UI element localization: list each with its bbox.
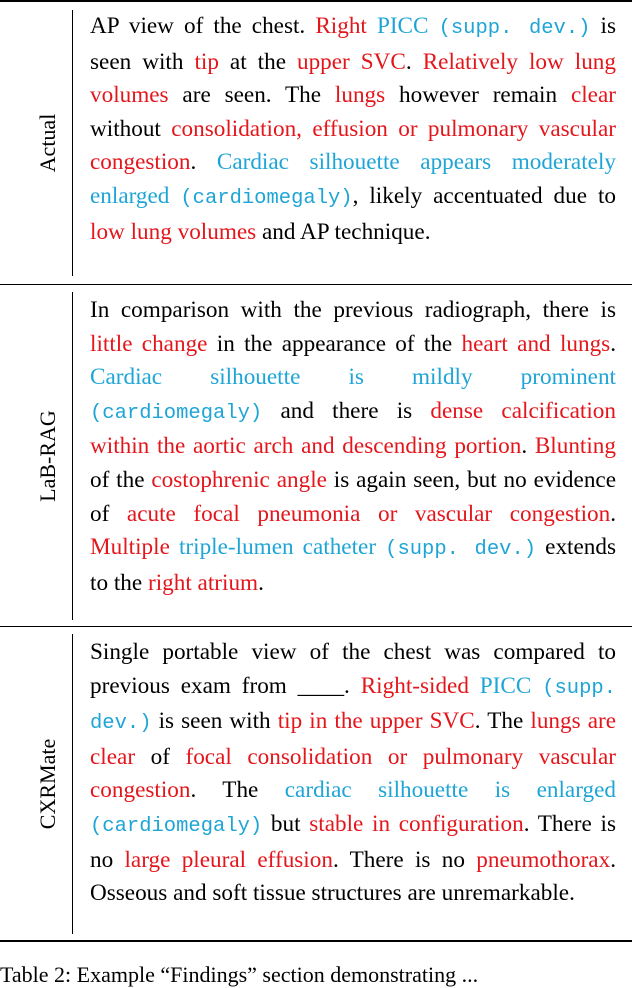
row-label-cell <box>0 2 72 284</box>
findings-segment: is seen with <box>151 708 278 735</box>
findings-segment: Right <box>315 13 377 39</box>
findings-segment: (cardiomegaly) <box>180 186 353 210</box>
findings-segment: in the appearance of the <box>207 330 462 357</box>
table-row <box>0 286 632 626</box>
row-label: Actual <box>35 113 60 173</box>
findings-segment: . <box>610 330 616 357</box>
findings-segment: and AP technique. <box>256 218 431 245</box>
findings-segment: low lung volumes <box>90 218 257 245</box>
findings-segment: Multiple <box>90 534 170 561</box>
findings-segment: (cardiomegaly) <box>90 814 263 838</box>
findings-segment: (supp. dev.) <box>90 676 616 736</box>
findings-segment: Cardiac silhouette appears moderately enlarged <box>90 149 616 209</box>
findings-segment: . <box>258 569 264 596</box>
row-label-cell <box>0 286 72 626</box>
findings-segment: . Osseous and soft tissue structures are unremarkable. <box>90 846 616 907</box>
column-separator <box>72 292 73 620</box>
findings-segment: lungs <box>334 82 386 109</box>
findings-segment: Blunting <box>534 433 616 460</box>
findings-segment: heart and lungs <box>461 330 611 357</box>
findings-segment: is again seen, but no evidence of <box>90 466 616 527</box>
findings-segment: extends to the <box>90 534 616 596</box>
column-separator <box>72 634 73 934</box>
findings-segment: stable in configuration <box>309 810 524 837</box>
bottom-rule <box>0 940 632 942</box>
row-label-cell <box>0 628 72 940</box>
findings-segment: Cardiac silhouette is mildly prominent <box>90 364 616 391</box>
findings-segment: at the <box>218 48 297 75</box>
findings-segment: little change <box>90 330 208 357</box>
row-label: LaB-RAG <box>35 410 60 502</box>
findings-segment: focal consolidation or pulmonary vascular congestion <box>90 743 616 804</box>
findings-segment: consolidation, effusion or pulmonary vascular congestion <box>90 115 616 176</box>
findings-segment: of <box>135 743 186 770</box>
findings-segment: (supp. dev.) <box>385 538 537 562</box>
findings-segment: are seen. The <box>168 82 335 109</box>
findings-segment: right atrium <box>147 569 259 596</box>
findings-segment: . The <box>474 708 531 735</box>
table-row <box>0 2 632 284</box>
findings-segment: (cardiomegaly) <box>90 401 263 425</box>
findings-segment: Relatively low lung volumes <box>90 48 616 109</box>
findings-segment: acute focal pneumonia or vascular congestion <box>126 500 611 527</box>
findings-segment: PICC <box>468 672 543 699</box>
findings-segment: . <box>521 433 535 460</box>
findings-segment: however remain <box>385 82 571 109</box>
findings-segment: costophrenic angle <box>151 466 327 493</box>
findings-segment: lungs are clear <box>90 708 617 770</box>
findings-segment: , likely accentuated due to <box>352 182 616 209</box>
findings-segment: without <box>90 115 172 142</box>
findings-segment: tip <box>194 48 219 75</box>
findings-segment: of the <box>90 466 152 493</box>
table-caption: Table 2: Example “Findings” section demonstrating ... <box>0 962 479 987</box>
findings-segment: . <box>190 149 217 176</box>
findings-segment: large pleural effusion <box>124 846 333 873</box>
column-separator <box>72 10 73 276</box>
findings-segment: dense calcification within the aortic arch and descending portion <box>90 397 616 460</box>
findings-segment: but <box>262 810 310 837</box>
findings-segment: In comparison with the previous radiograph, there is <box>90 297 616 323</box>
findings-text <box>90 10 616 249</box>
findings-segment: is seen with <box>90 13 617 75</box>
findings-segment: cardiac silhouette is enlarged <box>284 777 616 804</box>
row-divider <box>0 284 632 285</box>
findings-segment: . <box>405 48 423 75</box>
table-row <box>0 628 632 940</box>
findings-segment: Right-sided <box>360 672 469 699</box>
findings-segment: (supp. dev.) <box>438 17 591 40</box>
findings-segment: and there is <box>262 397 431 424</box>
findings-segment: tip in the upper SVC <box>277 708 475 735</box>
findings-segment: clear <box>570 82 616 109</box>
findings-segment: . There is no <box>332 846 477 873</box>
findings-segment: . <box>610 500 616 527</box>
findings-segment: Single portable view of the chest was compared to previous exam from ____. <box>90 639 616 699</box>
findings-segment: AP view of the chest. <box>90 13 316 39</box>
findings-text <box>90 294 616 600</box>
findings-segment: pneumothorax <box>476 846 611 873</box>
findings-segment: . The <box>190 777 285 804</box>
findings-segment: upper SVC <box>296 48 406 75</box>
findings-segment: PICC <box>376 13 439 39</box>
row-label: CXRMate <box>35 738 60 830</box>
row-divider <box>0 626 632 627</box>
findings-segment: triple-lumen catheter <box>169 534 386 561</box>
findings-segment: . There is no <box>90 810 616 873</box>
findings-text <box>90 636 616 911</box>
